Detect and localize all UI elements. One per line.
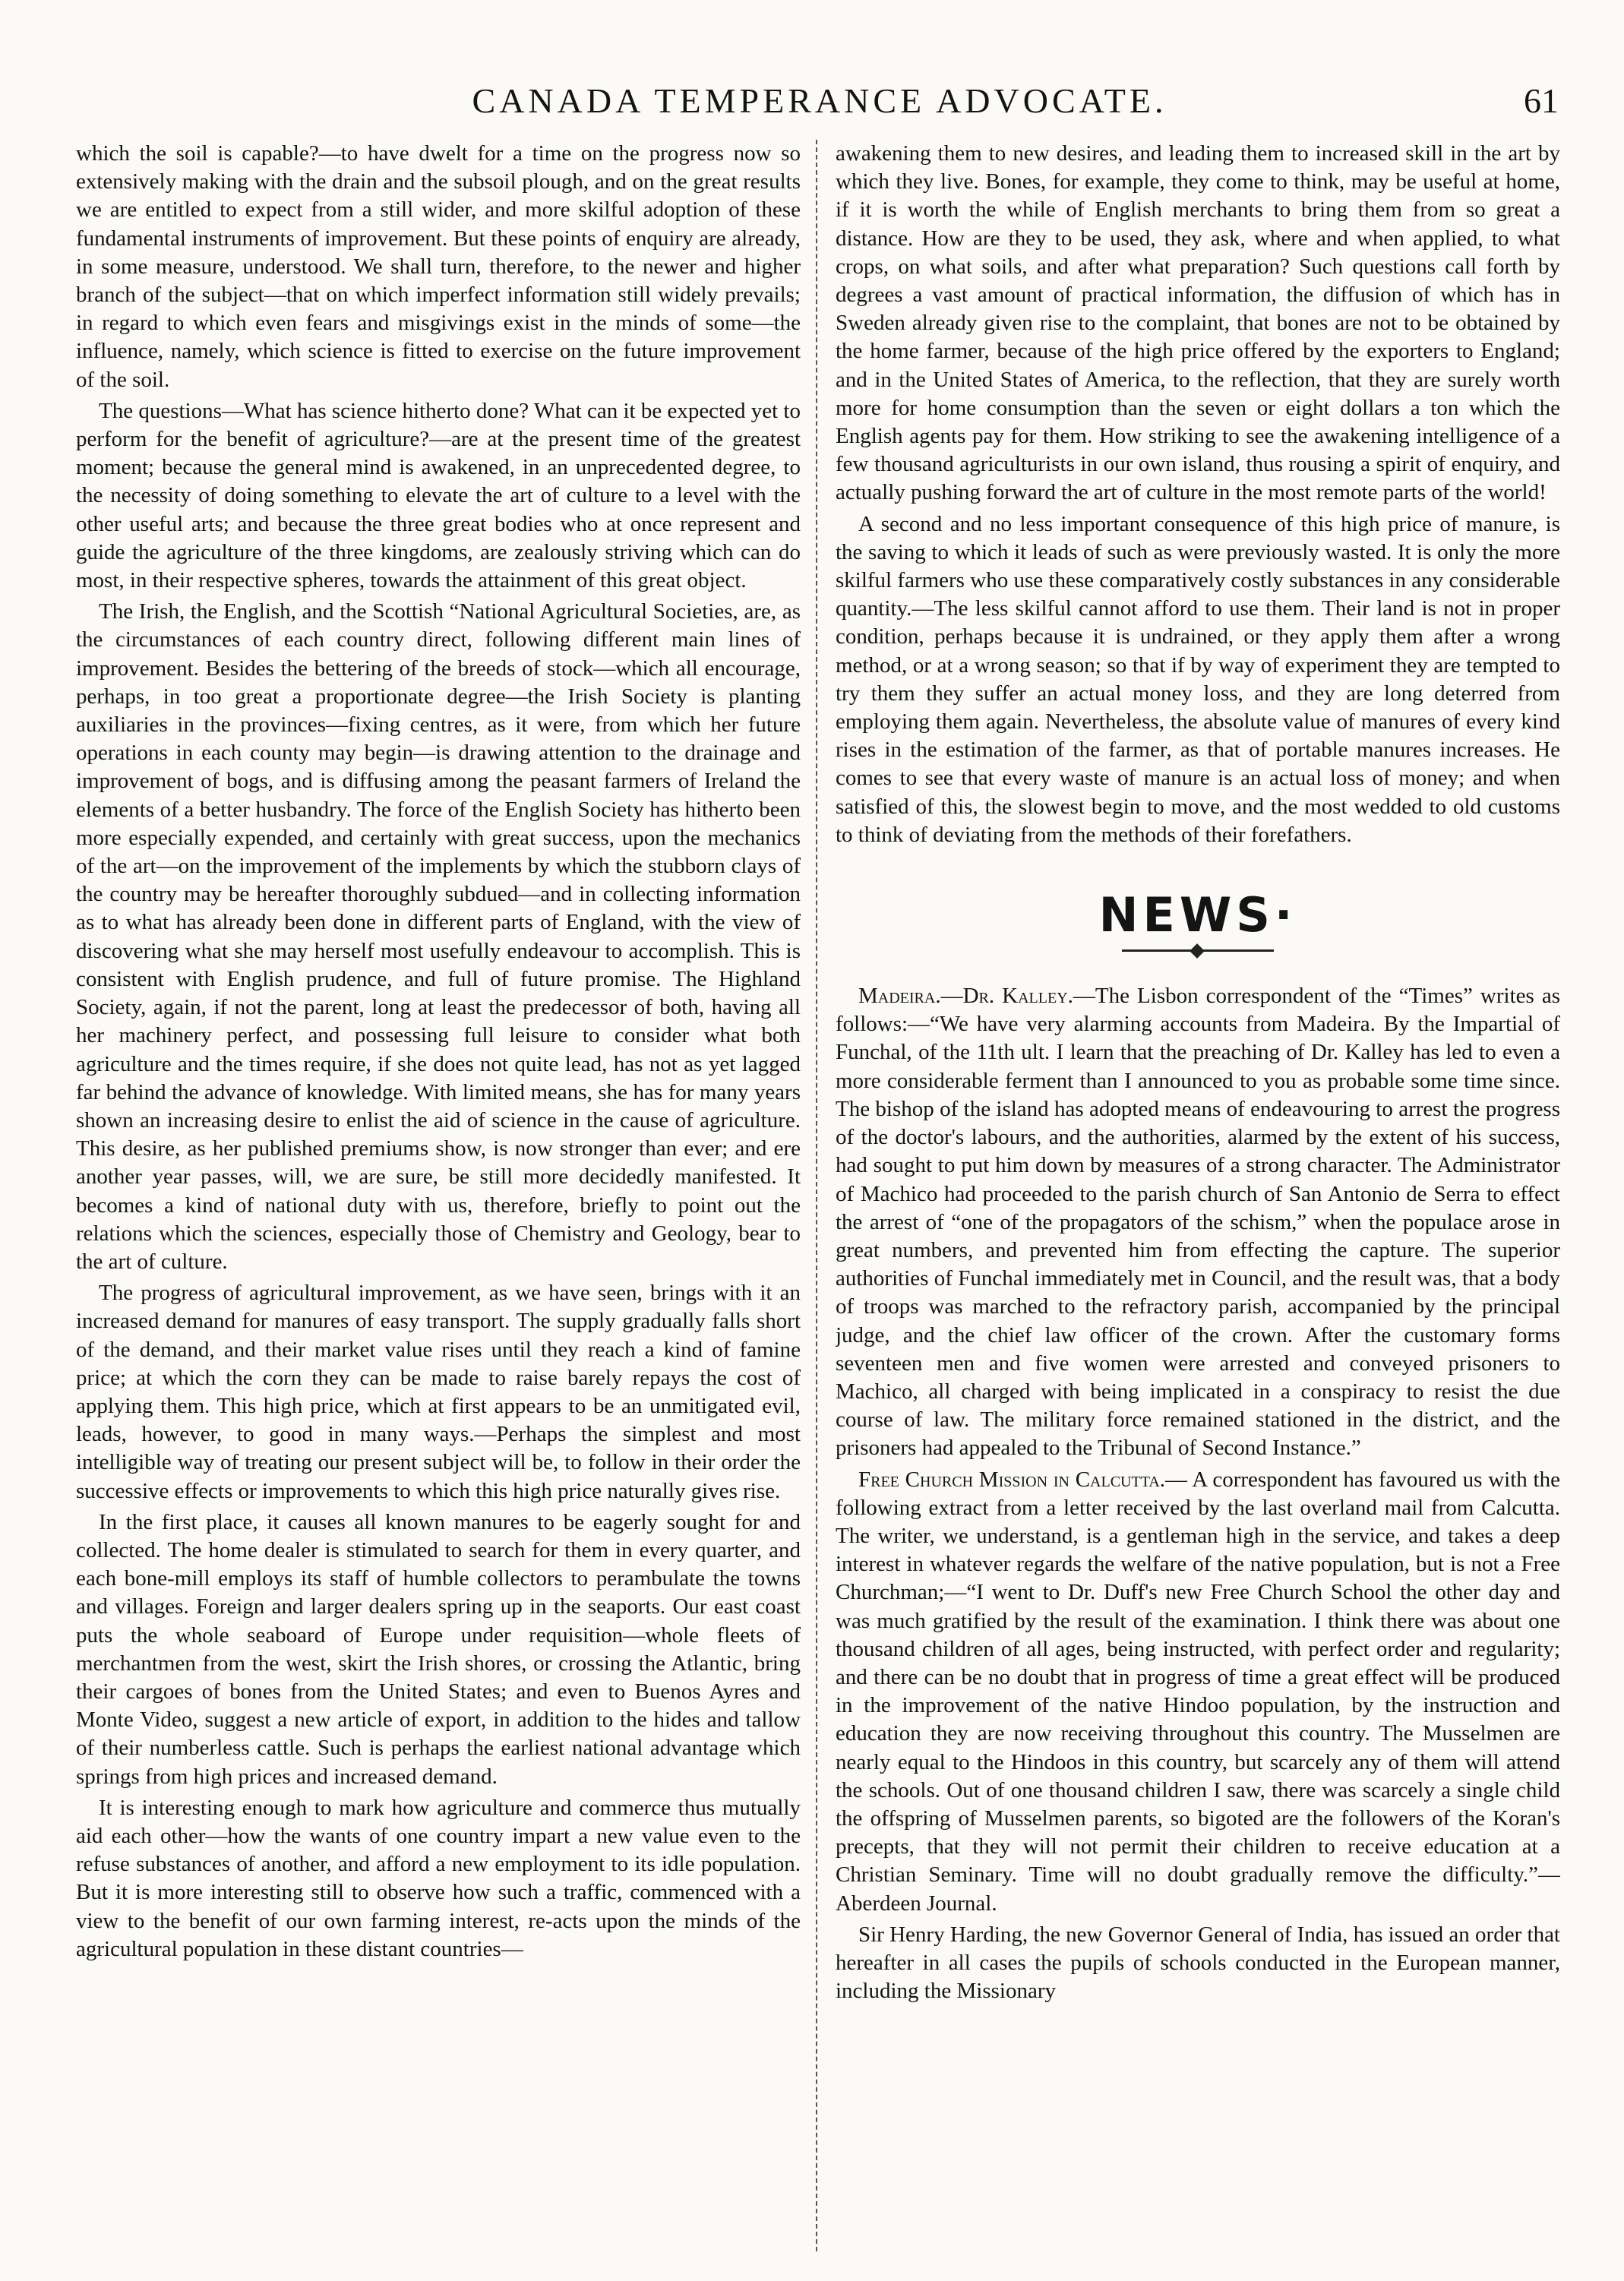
page-number: 61: [1524, 81, 1559, 120]
article-paragraph: which the soil is capable?—to have dwelt for a time on the progress now so extensively making with the drain and the subsoil plough, and on the great results we are entitled to expect from a still wider, and more skilful adoption of these fundamental instruments of improvement. But these points of enquiry are already, in some measure, understood. We shall turn, therefore, to the newer and higher branch of the subject—that on which imperfect information still widely prevails; in regard to which even fears and misgivings exist in the minds of some—the influence, namely, which science is fitted to exercise on the future improvement of the soil.: [76, 141, 801, 392]
page-header: [76, 77, 1563, 125]
news-item: [836, 1921, 1560, 2006]
news-section-heading: NEWS·: [1098, 887, 1297, 943]
news-item: [836, 1466, 1560, 1918]
article-paragraph: The questions—What has science hitherto done? What can it be expected yet to perform for the benefit of agriculture?—are at the present time of the greatest moment; because the general mind is awakened, in an unprecedented degree, to the necessity of doing something to elevate the art of culture to a level with the other useful arts; and because the three great bodies who at once represent and guide the agriculture of the three kingdoms, are zealously striving which can do most, in their respective spheres, towards the attainment of this great object.: [76, 398, 801, 593]
news-item-body: Sir Henry Harding, the new Governor General of India, has issued an order that hereafter in all cases the pupils of schools conducted in the European manner, including the Missionary: [836, 1922, 1560, 2004]
article-paragraph: The Irish, the English, and the Scottish “National Agricultural Societies, are, as the circumstances of each country direct, following different main lines of improvement. Besides the bettering of the breeds of stock—which all encourage, perhaps, in too great a proportionate degree—the Irish Society is planting auxiliaries in the provinces—fixing centres, as it were, from which her future operations in each county may begin—is drawing attention to the drainage and improvement of bogs, and is diffusing among the peasant farmers of Ireland the elements of a better husbandry. The force of the English Society has hitherto been more especially expended, and certainly with great success, upon the mechanics of the art—on the improvement of the implements by which the stubborn clays of the country may be hereafter thoroughly subdued—and in collecting information as to what has already been done in different parts of England, with the view of discovering what she may herself most usefully endeavour to accomplish. This is consistent with English prudence, and full of future promise. The Highland Society, again, if not the parent, long at least the predecessor of both, having all her machinery perfect, and possessing full leisure to consider what both agriculture and the times require, if she does not quite lead, has not as yet lagged far behind the advance of knowledge. With limited means, she has for many years shown an increasing desire to enlist the aid of science in the cause of agriculture. This desire, as her published premiums show, is now stronger than ever; and ere another year passes, will, we are sure, be still more decidedly manifested. It becomes a kind of national duty with us, therefore, briefly to point out the relations which the sciences, especially those of Chemistry and Geology, bear to the art of culture.: [76, 599, 801, 1274]
left-column: [76, 140, 801, 2251]
article-paragraph: awakening them to new desires, and leading them to increased skill in the art by which they live. Bones, for example, they come to think, may be useful at home, if it is worth the while of English merchants to bring them from so great a distance. How are they to be used, they ask, where and when applied, to what crops, on what soils, and after what preparation? Such questions call forth by degrees a vast amount of practical information, the diffusion of which has in Sweden already given rise to the complaint, that bones are not to be obtained by the home farmer, because of the high price offered by the exporters to England; and in the United States of America, to the reflection, that they are surely worth more for home consumption than the seven or eight dollars a ton which the English agents pay for them. How striking to see the awakening intelligence of a few thousand agriculturists in our own island, thus rousing a spirit of enquiry, and actually pushing forward the art of culture in the most remote parts of the world!: [836, 141, 1560, 505]
article-paragraph: A second and no less important consequence of this high price of manure, is the saving to which it leads of such as were previously wasted. It is only the more skilful farmers who use these comparatively costly substances in any considerable quantity.—The less skilful cannot afford to use them. Their land is not in proper condition, perhaps because it is undrained, or they apply them after a wrong method, or at a wrong season; so that if by way of experiment they are tempted to try them they suffer an actual money loss, and they are long deterred from employing them again. Nevertheless, the absolute value of manures of every kind rises in the estimation of the farmer, as that of portable manures increases. He comes to see that every waste of manure is an actual loss of money; and when satisfied of this, the slowest begin to move, and the most wedded to old customs to think of deviating from the methods of their forefathers.: [836, 511, 1560, 847]
article-paragraph: It is interesting enough to mark how agriculture and commerce thus mutually aid each other—how the wants of one country impart a new value even to the refuse substances of another, and afford a new employment to its idle population. But it is more interesting still to observe how such a traffic, commenced with a view to the benefit of our own farming interest, re-acts upon the minds of the agricultural population in these distant countries—: [76, 1795, 801, 1961]
ornamental-rule: [1122, 949, 1274, 952]
article-paragraph: In the first place, it causes all known manures to be eagerly sought for and collected. The home dealer is stimulated to search for them in every quarter, and each bone-mill employs its staff of humble collectors to perambulate the towns and villages. Foreign and larger dealers spring up in the seaports. Our east coast puts the whole seaboard of Europe under requisition—whole fleets of merchantmen from the west, skirt the Irish shores, or crossing the Atlantic, bring their cargoes of bones from the United States; and even to Buenos Ayres and Monte Video, suggest a new article of export, in addition to the hides and tallow of their numberless cattle. Such is perhaps the earliest national advantage which springs from high prices and increased demand.: [76, 1509, 801, 1789]
news-item: [836, 982, 1560, 1462]
running-title: CANADA TEMPERANCE ADVOCATE.: [472, 81, 1167, 120]
article-paragraph: The progress of agricultural improvement, as we have seen, brings with it an increased demand for manures of easy transport. The supply gradually falls short of the demand, and their market value rises until they reach a kind of famine price; at which the corn they can be made to raise barely repays the cost of applying them. This high price, which at first appears to be an unmitigated evil, leads, however, to good in many ways.—Perhaps the simplest and most intelligible way of treating our present subject will be, to follow in their order the successive effects or improvements to which this high price naturally gives rise.: [76, 1281, 801, 1503]
column-divider: [816, 140, 817, 2251]
news-item-head: Madeira.—Dr. Kalley.: [858, 984, 1073, 1009]
news-item-body: —The Lisbon correspondent of the “Times” writes as follows:—“We have very alarming accounts from Madeira. By the Impartial of Funchal, of the 11th ult. I learn that the preaching of Dr. Kalley has led to even a more considerable ferment than I announced to you as probable some time since. The bishop of the island has adopted means of endeavouring to arrest the progress of the doctor's labours, and the authorities, alarmed by the extent of his success, had sought to put him down by measures of a strong character. The Administrator of Machico had proceeded to the parish church of San Antonio de Serra to effect the arrest of “one of the propagators of the schism,” when the populace arose in great numbers, and prevented him from effecting the capture. The superior authorities of Funchal immediately met in Council, and the result was, that a body of troops was marched to the refractory parish, accompanied by the principal judge, and the chief law officer of the crown. After the customary forms seventeen men and five women were arrested and conveyed prisoners to Machico, all charged with being implicated in a conspiracy to resist the due course of law. The military force remained stationed in the district, and the prisoners had appealed to the Tribunal of Second Instance.”: [836, 984, 1560, 1461]
news-item-body: — A correspondent has favoured us with the following extract from a letter received by the last overland mail from Calcutta. The writer, we understand, is a gentleman high in the service, and takes a deep interest in whatever regards the welfare of the native population, but is not a Free Churchman;—“I went to Dr. Duff's new Free Church School the other day and was much gratified by the result of the examination. I think there was about one thousand children of all ages, being instructed, with perfect order and regularity; and there can be no doubt that in progress of time a great effect will be produced in the improvement of the native Hindoo population, by the instruction and education they are now receiving throughout this country. The Musselmen are nearly equal to the Hindoos in this country, but scarcely any of them will attend the schools. Out of one thousand children I saw, there was scarcely a single child the offspring of Musselmen parents, so bigoted are the followers of the Koran's precepts, that they will not permit their children to receive education at a Christian Seminary. Time will no doubt gradually remove the difficulty.”—Aberdeen Journal.: [836, 1467, 1560, 1916]
right-column: [836, 140, 1560, 2251]
news-item-head: Free Church Mission in Calcutta.: [858, 1467, 1166, 1492]
